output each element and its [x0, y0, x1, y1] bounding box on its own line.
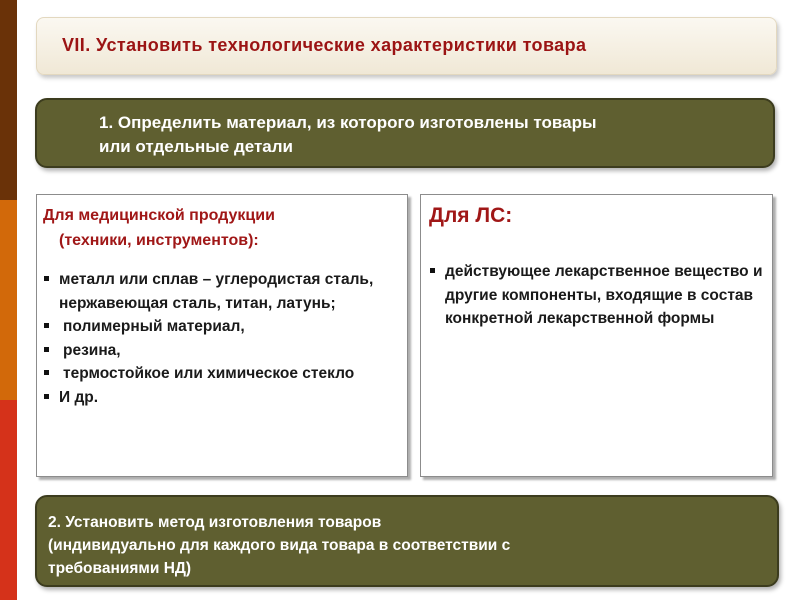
- step1-line2: или отдельные детали: [99, 137, 293, 156]
- materials-list: [43, 268, 403, 409]
- list-item: полимерный материал,: [43, 315, 403, 339]
- list-item: термостойкое или химическое стекло: [43, 362, 403, 386]
- bullet-icon: [44, 347, 49, 352]
- medicines-list: [429, 260, 767, 331]
- medicines-heading: Для ЛС:: [429, 204, 513, 227]
- step2-box: [35, 495, 779, 587]
- bullet-icon: [430, 268, 435, 273]
- step1-line1: 1. Определить материал, из которого изготовлены товары: [99, 113, 597, 132]
- list-item: металл или сплав – углеродистая сталь, нержавеющая сталь, титан, латунь;: [43, 268, 403, 315]
- title-banner: [36, 17, 777, 75]
- medical-products-panel: [36, 194, 408, 477]
- medical-products-heading: [43, 203, 403, 253]
- step1-box: [35, 98, 775, 168]
- heading-line1: Для медицинской продукции: [43, 207, 275, 224]
- step2-line2: (индивидуально для каждого вида товара в соответствии с: [48, 537, 511, 554]
- bullet-icon: [44, 276, 49, 281]
- medicines-panel: [420, 194, 773, 477]
- heading-line2: (техники, инструментов):: [59, 232, 259, 249]
- side-bar-orange: [0, 200, 17, 400]
- bullet-icon: [44, 370, 49, 375]
- bullet-icon: [44, 394, 49, 399]
- step1-text: [99, 111, 759, 159]
- list-item: И др.: [43, 386, 403, 410]
- side-bar-dark: [0, 0, 17, 200]
- slide-title: VII. Установить технологические характеристики товара: [62, 35, 587, 55]
- list-item: действующее лекарственное вещество и другие компоненты, входящие в состав конкретной лекарственной формы: [429, 260, 767, 331]
- step2-line3: требованиями НД): [48, 560, 192, 577]
- side-bar-red: [0, 400, 17, 600]
- step2-text: [48, 511, 748, 580]
- step2-line1: 2. Установить метод изготовления товаров: [48, 514, 382, 531]
- list-item: резина,: [43, 339, 403, 363]
- bullet-icon: [44, 323, 49, 328]
